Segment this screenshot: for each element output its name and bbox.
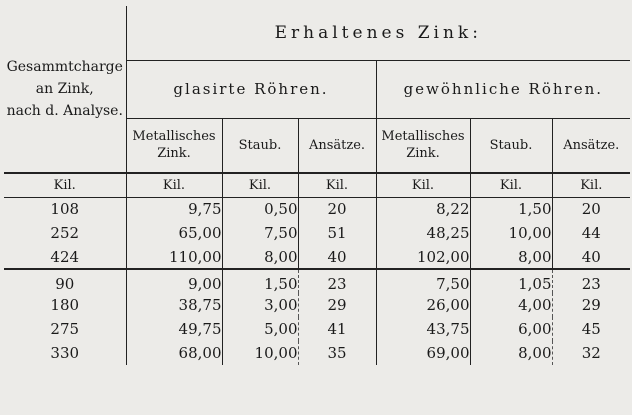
value-cell: 45 xyxy=(552,317,630,341)
unit-cell: Kil. xyxy=(126,173,222,197)
value-cell: 49,75 xyxy=(126,317,222,341)
subheader-metal-zinc-glazed: Metallisches Zink. xyxy=(126,118,222,173)
charge-cell: 108 xyxy=(50,200,80,219)
value-cell: 40 xyxy=(552,245,630,269)
value-cell: 10,00 xyxy=(470,221,552,245)
unit-cell: Kil. xyxy=(376,173,470,197)
table-row xyxy=(4,293,630,317)
value-cell: 35 xyxy=(298,341,376,365)
value-cell: 68,00 xyxy=(126,341,222,365)
table-row xyxy=(4,341,630,365)
units-row xyxy=(4,173,630,197)
value-cell: 51 xyxy=(298,221,376,245)
value-cell: 0,50 xyxy=(222,197,298,221)
value-cell: 4,00 xyxy=(470,293,552,317)
charge-cell: 252 xyxy=(50,224,80,242)
value-cell: 8,00 xyxy=(222,245,298,269)
value-cell: 110,00 xyxy=(126,245,222,269)
value-cell: 8,22 xyxy=(376,197,470,221)
subheader-dust-ordinary: Staub. xyxy=(470,118,552,173)
table-row xyxy=(4,221,630,245)
value-cell: 5,00 xyxy=(222,317,298,341)
unit-cell: Kil. xyxy=(552,173,630,197)
subheader-deposits-ordinary: Ansätze. xyxy=(552,118,630,173)
value-cell: 69,00 xyxy=(376,341,470,365)
value-cell: 6,00 xyxy=(470,317,552,341)
value-cell: 26,00 xyxy=(376,293,470,317)
table-row xyxy=(4,197,630,221)
row-header-line-3: nach d. Analyse. xyxy=(6,103,123,119)
value-cell: 1,50 xyxy=(470,197,552,221)
value-cell: 8,00 xyxy=(470,341,552,365)
value-cell: 20 xyxy=(298,197,376,221)
table-row xyxy=(4,269,630,293)
unit-cell: Kil. xyxy=(470,173,552,197)
subheader-metal-zinc-ordinary: Metallisches Zink. xyxy=(376,118,470,173)
value-cell: 7,50 xyxy=(376,269,470,293)
row-header-line-2: an Zink, xyxy=(35,81,94,97)
value-cell: 7,50 xyxy=(222,221,298,245)
charge-cell: 180 xyxy=(50,296,80,314)
table-row xyxy=(4,245,630,269)
value-cell: 65,00 xyxy=(126,221,222,245)
table-row xyxy=(4,317,630,341)
value-cell: 9,75 xyxy=(126,197,222,221)
value-cell: 3,00 xyxy=(222,293,298,317)
value-cell: 1,50 xyxy=(222,269,298,293)
value-cell: 43,75 xyxy=(376,317,470,341)
value-cell: 9,00 xyxy=(126,269,222,293)
value-cell: 23 xyxy=(298,269,376,293)
value-cell: 20 xyxy=(552,197,630,221)
value-cell: 102,00 xyxy=(376,245,470,269)
table-title: Erhaltenes Zink: xyxy=(126,6,630,60)
subheader-deposits-glazed: Ansätze. xyxy=(298,118,376,173)
value-cell: 29 xyxy=(298,293,376,317)
group-header-ordinary: gewöhnliche Röhren. xyxy=(376,60,630,118)
charge-cell: 424 xyxy=(4,245,126,269)
value-cell: 1,05 xyxy=(470,269,552,293)
charge-cell: 330 xyxy=(50,344,80,362)
subheader-dust-glazed: Staub. xyxy=(222,118,298,173)
value-cell: 40 xyxy=(298,245,376,269)
row-header-line-1: Gesammtcharge xyxy=(6,59,123,75)
unit-cell: Kil. xyxy=(4,173,126,197)
unit-cell: Kil. xyxy=(222,173,298,197)
value-cell: 8,00 xyxy=(470,245,552,269)
value-cell: 44 xyxy=(552,221,630,245)
zinc-yield-table xyxy=(4,6,630,365)
value-cell: 10,00 xyxy=(222,341,298,365)
value-cell: 38,75 xyxy=(126,293,222,317)
value-cell: 48,25 xyxy=(376,221,470,245)
charge-cell: 275 xyxy=(50,320,80,338)
unit-cell: Kil. xyxy=(298,173,376,197)
group-header-glazed: glasirte Röhren. xyxy=(126,60,376,118)
row-header-cell xyxy=(4,6,126,173)
value-cell: 23 xyxy=(552,269,630,293)
value-cell: 41 xyxy=(298,317,376,341)
value-cell: 32 xyxy=(552,341,630,365)
value-cell: 29 xyxy=(552,293,630,317)
charge-cell: 90 xyxy=(55,274,75,293)
